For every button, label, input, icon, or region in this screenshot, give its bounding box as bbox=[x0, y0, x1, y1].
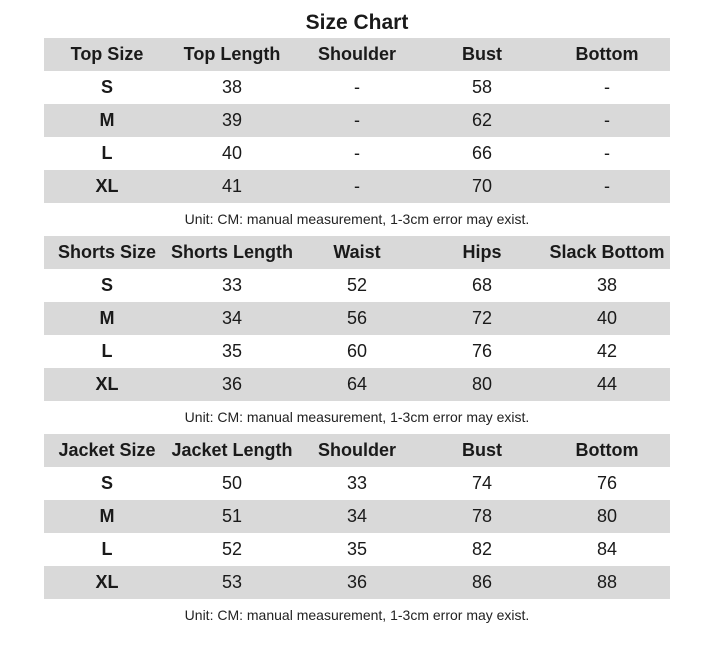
measurement-note: Unit: CM: manual measurement, 1-3cm error may exist. bbox=[184, 211, 530, 227]
table-header-row bbox=[44, 434, 670, 467]
table-cell: 74 bbox=[471, 473, 493, 493]
table-cell: 40 bbox=[596, 308, 618, 328]
table-row bbox=[44, 500, 670, 533]
table-cell: 76 bbox=[596, 473, 618, 493]
table-cell: 76 bbox=[471, 341, 493, 361]
table-row bbox=[44, 269, 670, 302]
table-cell: 84 bbox=[596, 539, 618, 559]
table-cell: - bbox=[354, 77, 360, 97]
table-row bbox=[44, 104, 670, 137]
size-label: S bbox=[100, 77, 113, 97]
size-label: L bbox=[101, 143, 113, 163]
table-cell: - bbox=[604, 110, 610, 130]
table-cell: 34 bbox=[221, 308, 243, 328]
table-cell: 68 bbox=[471, 275, 493, 295]
table-cell: 38 bbox=[221, 77, 243, 97]
table-header-row bbox=[44, 38, 670, 71]
table-cell: 51 bbox=[221, 506, 243, 526]
table-row bbox=[44, 71, 670, 104]
table-cell: 41 bbox=[221, 176, 243, 196]
measurement-note: Unit: CM: manual measurement, 1-3cm error may exist. bbox=[184, 607, 530, 623]
table-cell: 33 bbox=[221, 275, 243, 295]
table-cell: 88 bbox=[596, 572, 618, 592]
table-cell: 66 bbox=[471, 143, 493, 163]
table-cell: 35 bbox=[346, 539, 368, 559]
table-cell: 80 bbox=[596, 506, 618, 526]
table-cell: 39 bbox=[221, 110, 243, 130]
table-row bbox=[44, 137, 670, 170]
column-header: Shorts Size bbox=[57, 242, 157, 262]
top-size-table bbox=[44, 38, 670, 235]
table-row bbox=[44, 467, 670, 500]
shorts-size-table bbox=[44, 236, 670, 433]
table-cell: 80 bbox=[471, 374, 493, 394]
size-label: S bbox=[100, 473, 113, 493]
table-cell: - bbox=[354, 143, 360, 163]
table-cell: 62 bbox=[471, 110, 493, 130]
column-header: Shorts Length bbox=[171, 242, 293, 262]
column-header: Top Length bbox=[183, 44, 281, 64]
column-header: Waist bbox=[333, 242, 381, 262]
table-cell: - bbox=[354, 176, 360, 196]
table-cell: 38 bbox=[596, 275, 618, 295]
table-row bbox=[44, 533, 670, 566]
table-row bbox=[44, 170, 670, 203]
table-cell: 36 bbox=[346, 572, 368, 592]
table-cell: 86 bbox=[471, 572, 493, 592]
column-header: Bottom bbox=[575, 44, 639, 64]
column-header: Bottom bbox=[575, 440, 639, 460]
table-cell: 42 bbox=[596, 341, 618, 361]
table-cell: 78 bbox=[471, 506, 493, 526]
table-row bbox=[44, 566, 670, 599]
table-cell: 44 bbox=[596, 374, 618, 394]
column-header: Shoulder bbox=[317, 44, 396, 64]
size-label: XL bbox=[95, 374, 119, 394]
table-cell: 53 bbox=[221, 572, 243, 592]
table-cell: 70 bbox=[471, 176, 493, 196]
table-header-row bbox=[44, 236, 670, 269]
table-row bbox=[44, 368, 670, 401]
table-cell: 40 bbox=[221, 143, 243, 163]
table-cell: 58 bbox=[471, 77, 493, 97]
table-cell: 33 bbox=[346, 473, 368, 493]
table-row bbox=[44, 335, 670, 368]
page-title: Size Chart bbox=[305, 11, 409, 34]
size-label: S bbox=[100, 275, 113, 295]
table-cell: 72 bbox=[471, 308, 493, 328]
table-cell: 56 bbox=[346, 308, 368, 328]
table-cell: 64 bbox=[346, 374, 368, 394]
column-header: Hips bbox=[462, 242, 502, 262]
table-cell: 36 bbox=[221, 374, 243, 394]
size-label: XL bbox=[95, 176, 119, 196]
table-cell: - bbox=[604, 77, 610, 97]
table-cell: 52 bbox=[346, 275, 368, 295]
table-cell: 52 bbox=[221, 539, 243, 559]
column-header: Bust bbox=[462, 44, 502, 64]
size-label: L bbox=[101, 341, 113, 361]
size-label: XL bbox=[95, 572, 119, 592]
measurement-note: Unit: CM: manual measurement, 1-3cm error may exist. bbox=[184, 409, 530, 425]
size-label: M bbox=[99, 506, 115, 526]
table-cell: 50 bbox=[221, 473, 243, 493]
column-header: Slack Bottom bbox=[549, 242, 665, 262]
column-header: Jacket Length bbox=[171, 440, 293, 460]
table-cell: - bbox=[354, 110, 360, 130]
column-header: Top Size bbox=[70, 44, 144, 64]
jacket-size-table bbox=[44, 434, 670, 631]
table-cell: 60 bbox=[346, 341, 368, 361]
size-label: M bbox=[99, 308, 115, 328]
table-cell: 35 bbox=[221, 341, 243, 361]
table-cell: 34 bbox=[346, 506, 368, 526]
column-header: Jacket Size bbox=[58, 440, 156, 460]
column-header: Shoulder bbox=[317, 440, 396, 460]
table-cell: - bbox=[604, 176, 610, 196]
table-cell: - bbox=[604, 143, 610, 163]
table-row bbox=[44, 302, 670, 335]
size-label: L bbox=[101, 539, 113, 559]
table-cell: 82 bbox=[471, 539, 493, 559]
size-label: M bbox=[99, 110, 115, 130]
column-header: Bust bbox=[462, 440, 502, 460]
